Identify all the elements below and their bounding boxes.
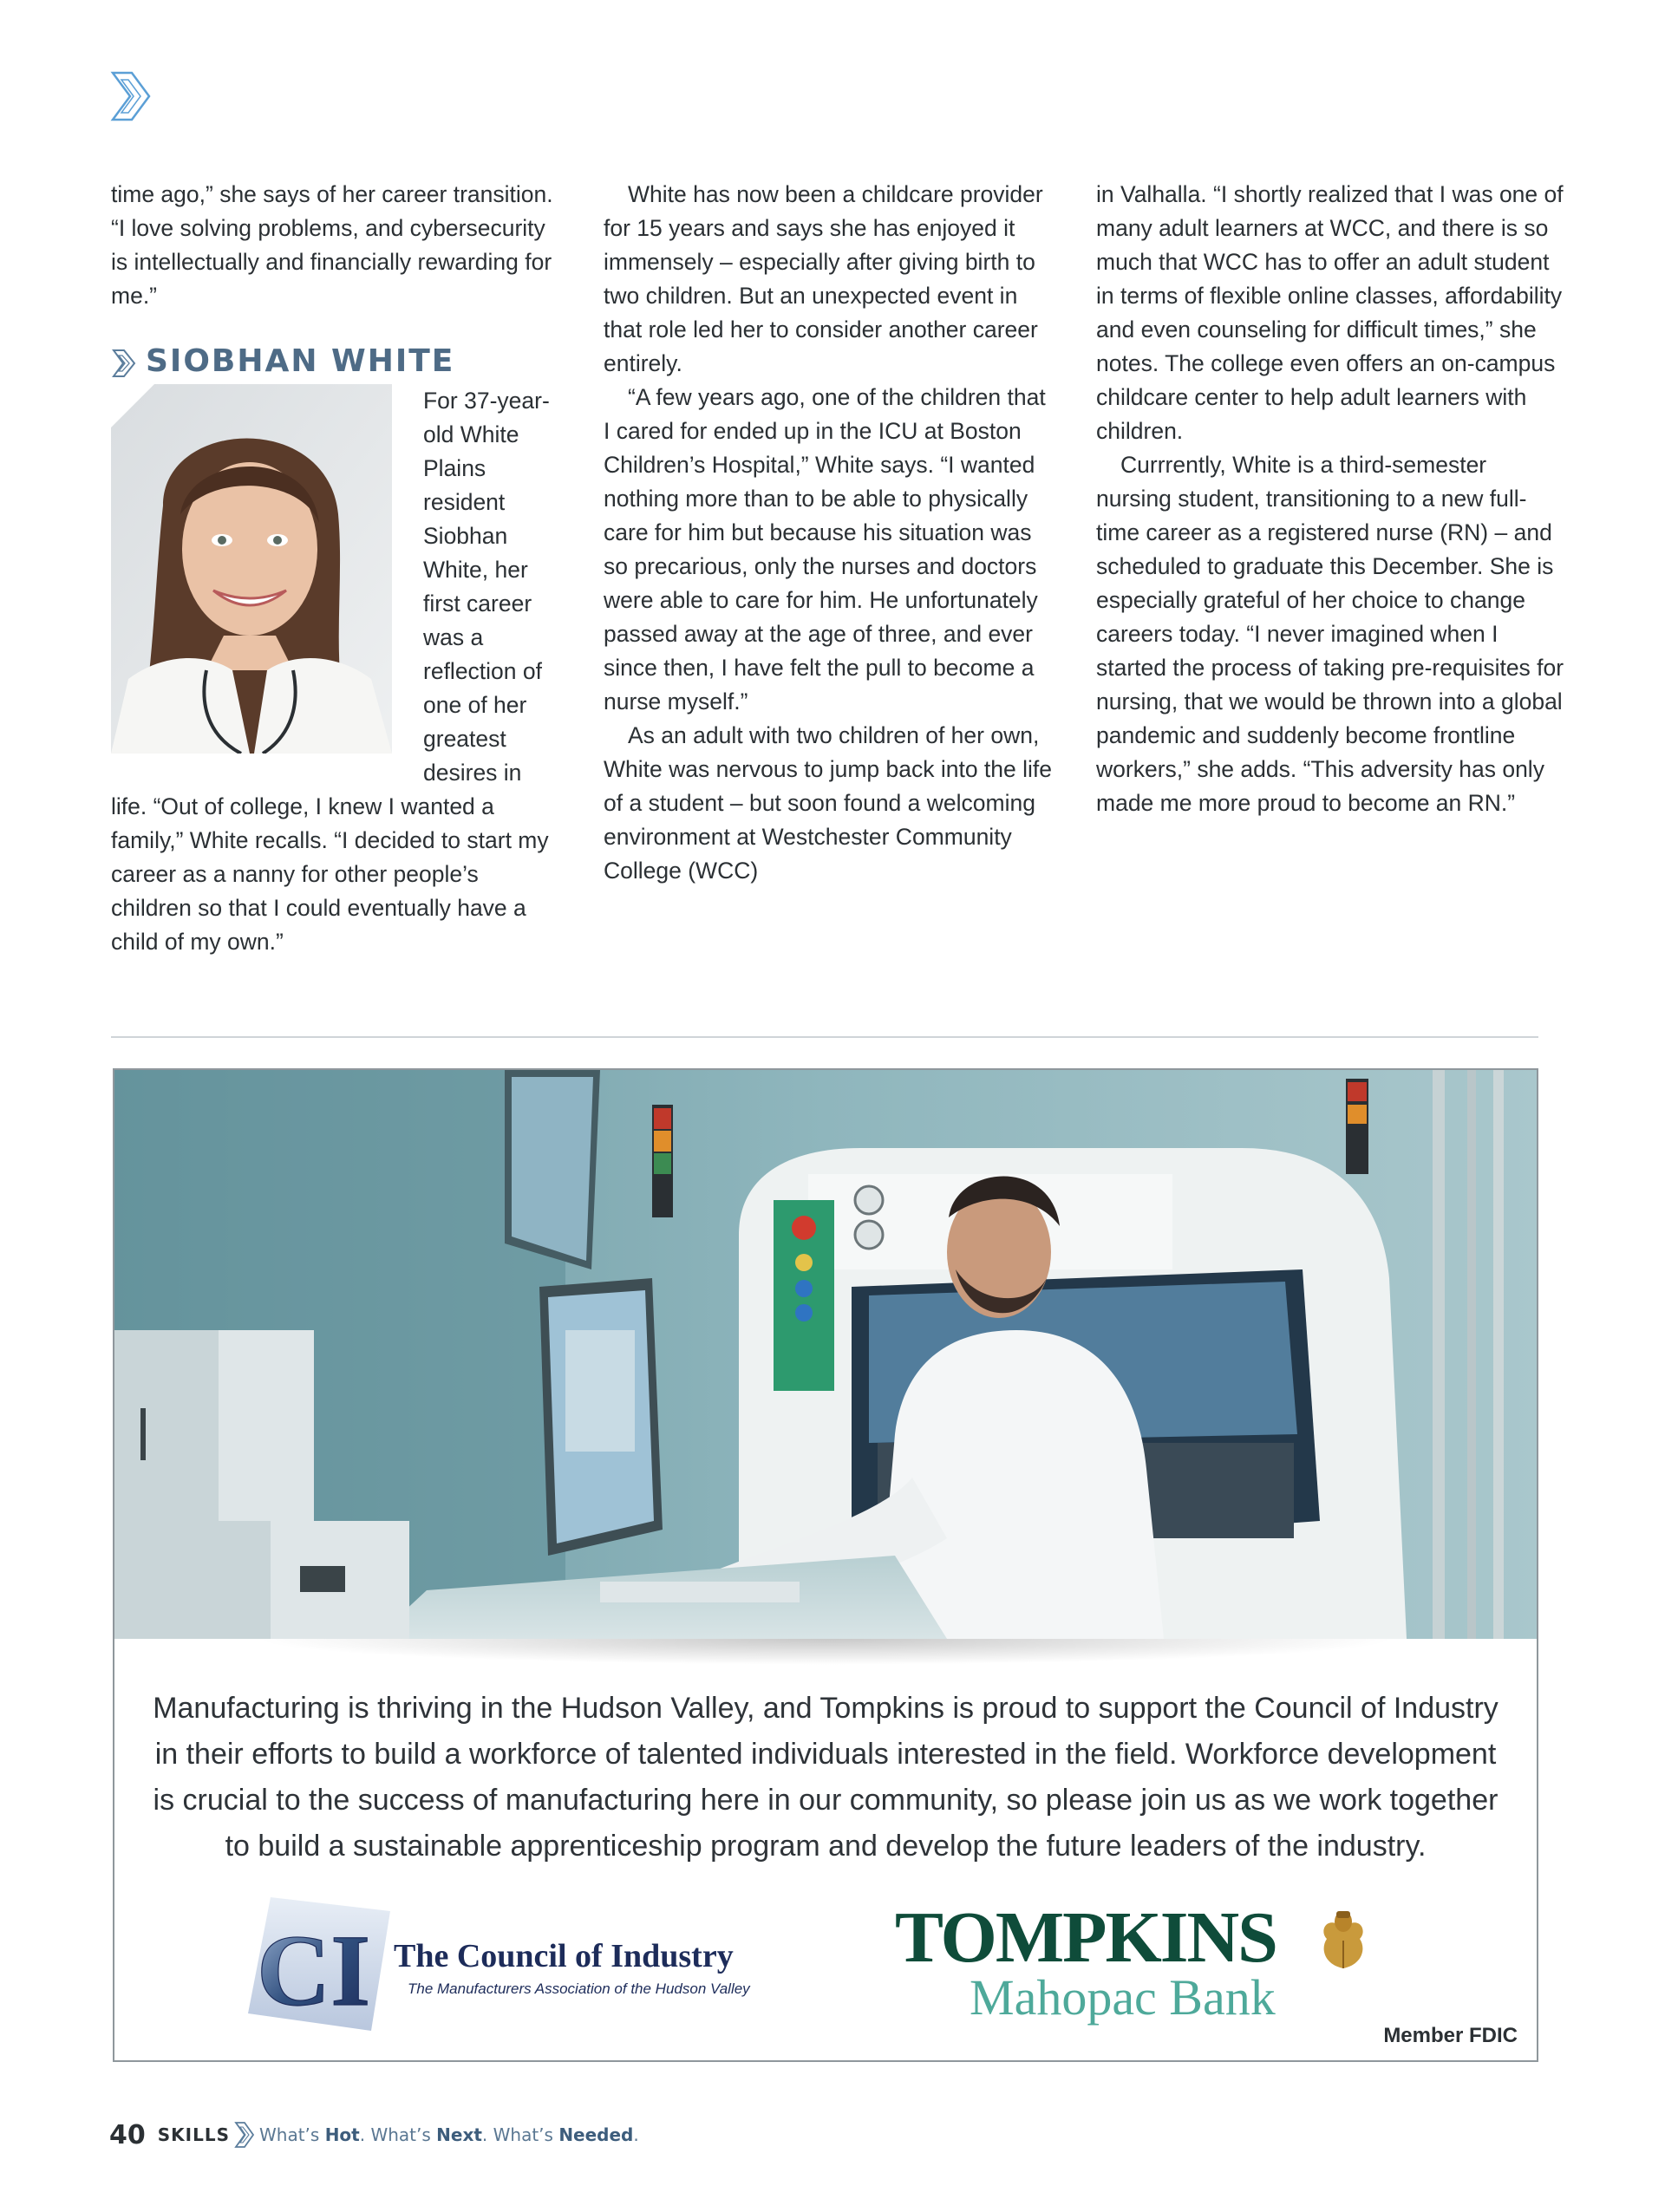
photo-shadow [253,1639,1398,1665]
tagline-part: . [633,2124,639,2145]
tagline-part: . What’s [359,2124,437,2145]
tompkins-wordmark: TOMPKINS [895,1897,1276,1978]
tompkins-mahopac-logo [895,1894,1381,2041]
ci-emblem-icon [245,1894,392,2033]
tompkins-advertisement [113,1068,1538,2062]
ci-mark-text: CI [257,1914,371,2027]
section-heading [111,339,562,382]
manufacturing-photo [114,1070,1537,1639]
tagline [259,2124,639,2145]
article-column-2 [604,178,1054,888]
tagline-needed: Needed [558,2124,634,2145]
col1-intro-text: time ago,” she says of her career transition. “I love solving problems, and cybersecurity is intellectually and financially rewarding for me.” [111,181,553,309]
section-title: SIOBHAN WHITE [146,343,455,379]
chevron-icon [111,348,137,379]
chevron-logo-icon [109,69,153,123]
ci-title: The Council of Industry [394,1938,734,1974]
magazine-name: SKILLS [157,2124,230,2145]
ad-copy-text: Manufacturing is thriving in the Hudson Valley, and Tompkins is proud to support the Council of Industry in their efforts to build a workforce of talented individuals interested in the field. Workforce development is crucial to the success of manufacturing here in our community, so please join us as we work together to build a sustainable apprenticeship program and develop the future leaders of the industry. [153,1692,1498,1863]
col2-paragraph: White has now been a childcare provider for 15 years and says she has enjoyed it immensely – especially after giving birth to two children. But an unexpected event in that role led her to consider another career entirely. [604,181,1043,376]
tagline-next: Next [436,2124,482,2145]
tagline-part: . What’s [481,2124,559,2145]
ci-subtitle: The Manufacturers Association of the Hudson Valley [408,1980,750,1997]
page-footer [109,2117,639,2152]
col1-wrap-text: For 37-year-old White Plains resident Siobhan White, her first career was a reflection of one of her greatest desires in life. “Out of college, I knew I wanted a family,” White recalls. “I decided to start my career as a nanny for other people’s children so that I could eventually have a child of my own.” [111,388,550,955]
chevron-icon [233,2120,256,2150]
oak-leaf-acorn-icon [1316,1908,1370,1975]
col2-paragraph: “A few years ago, one of the children that I cared for ended up in the ICU at Boston Children’s Hospital,” White says. “I wanted nothing more than to be able to physically care for him but because his situation was so precarious, only the nurses and doctors were able to care for him. He unfortunately passed away at the age of three, and ever since then, I have felt the pull to become a nurse myself.” [604,384,1046,714]
mahopac-wordmark: Mahopac Bank [970,1969,1276,2026]
member-fdic-label: Member FDIC [1383,2024,1518,2047]
council-of-industry-logo [245,1894,782,2041]
divider-rule [111,1036,1538,1038]
col2-paragraph: As an adult with two children of her own, White was nervous to jump back into the life of a student – but soon found a welcoming environment at Westchester Community College (WCC) [604,722,1052,884]
portrait-photo [111,384,392,754]
article-column-1 [111,178,562,959]
tagline-part: What’s [259,2124,325,2145]
article-column-3 [1096,178,1564,820]
col3-paragraph: Currrently, White is a third-semester nursing student, transitioning to a new full-time career as a registered nurse (RN) – and scheduled to graduate this December. She is especially grateful of her choice to change careers today. “I never imagined when I started the process of taking pre-requisites for nursing, that we would be thrown into a global pandemic and suddenly become frontline workers,” she adds. “This adversity has only made me more proud to become an RN.” [1096,452,1564,816]
page-number: 40 [109,2119,146,2150]
tagline-hot: Hot [324,2124,360,2145]
col3-paragraph: in Valhalla. “I shortly realized that I was one of many adult learners at WCC, and there is so much that WCC has to offer an adult student in terms of flexible online classes, affordability and even counseling for difficult times,” she notes. The college even offers an on-campus childcare center to help adult learners with children. [1096,181,1564,444]
